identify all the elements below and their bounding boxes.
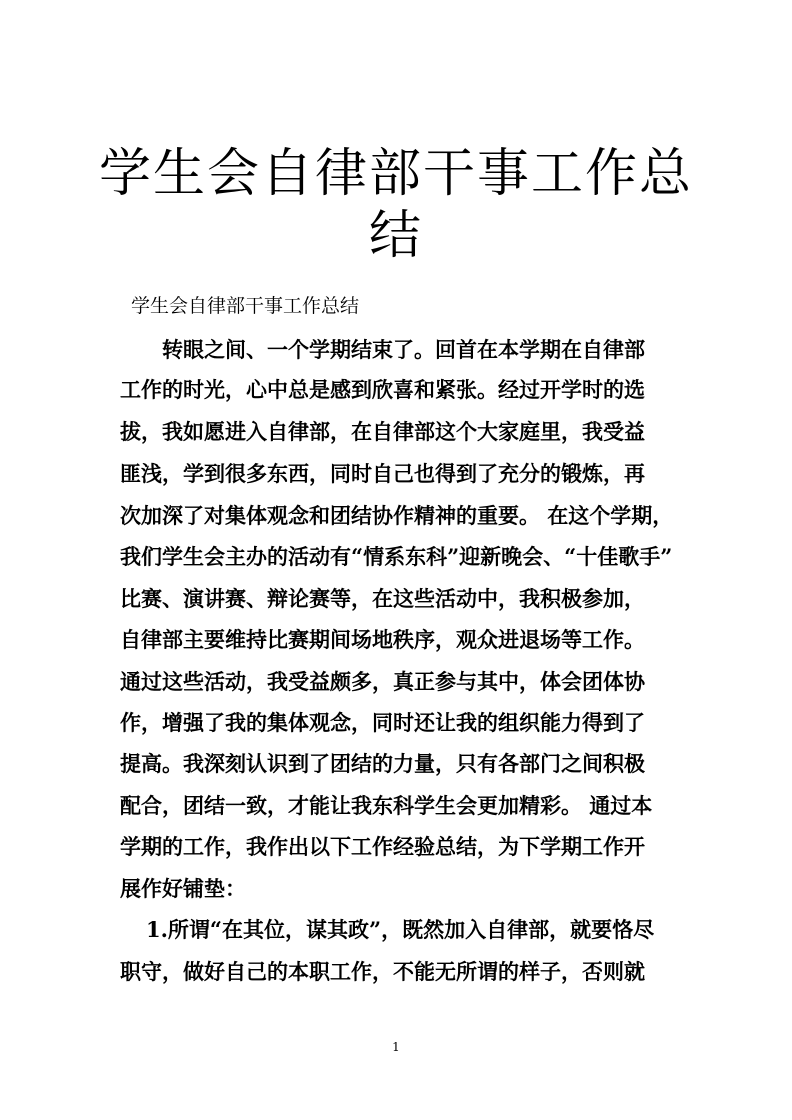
body-line: 次加深了对集体观念和团结协作精神的重要。 在这个学期， [120,503,674,528]
body-line: 转眼之间、一个学期结束了。回首在本学期在自律部 [162,337,645,362]
document-title-line-1: 学生会自律部干事工作总 [98,144,693,204]
body-line: 1.所谓“在其位，谋其政”，既然加入自律部，就要恪尽 [146,917,655,942]
body-line: 比赛、演讲赛、辩论赛等，在这些活动中，我积极参加， [120,586,645,611]
body-line: 提高。我深刻认识到了团结的力量，只有各部门之间积极 [120,751,645,776]
body-line: 拔，我如愿进入自律部，在自律部这个大家庭里，我受益 [120,419,645,444]
body-line: 作，增强了我的集体观念，同时还让我的组织能力得到了 [120,710,645,735]
body-line: 工作的时光，心中总是感到欣喜和紧张。经过开学时的选 [120,377,645,402]
body-line: 自律部主要维持比赛期间场地秩序，观众进退场等工作。 [120,627,645,652]
body-line: 匪浅，学到很多东西，同时自己也得到了充分的锻炼，再 [120,461,645,486]
body-line: 学期的工作，我作出以下工作经验总结，为下学期工作开 [120,834,645,859]
body-line: 配合，团结一致，才能让我东科学生会更加精彩。 通过本 [120,793,653,818]
body-line: 我们学生会主办的活动有“情系东科”迎新晚会、“十佳歌手” [120,544,673,569]
body-line: 通过这些活动，我受益颇多，真正参与其中，体会团体协 [120,669,645,694]
document-subtitle: 学生会自律部干事工作总结 [131,295,360,317]
document-title-line-2: 结 [368,206,423,266]
body-line: 职守，做好自己的本职工作，不能无所谓的样子，否则就 [120,959,645,984]
page-number: 1 [392,1040,400,1054]
body-line: 展作好铺垫： [120,876,246,901]
